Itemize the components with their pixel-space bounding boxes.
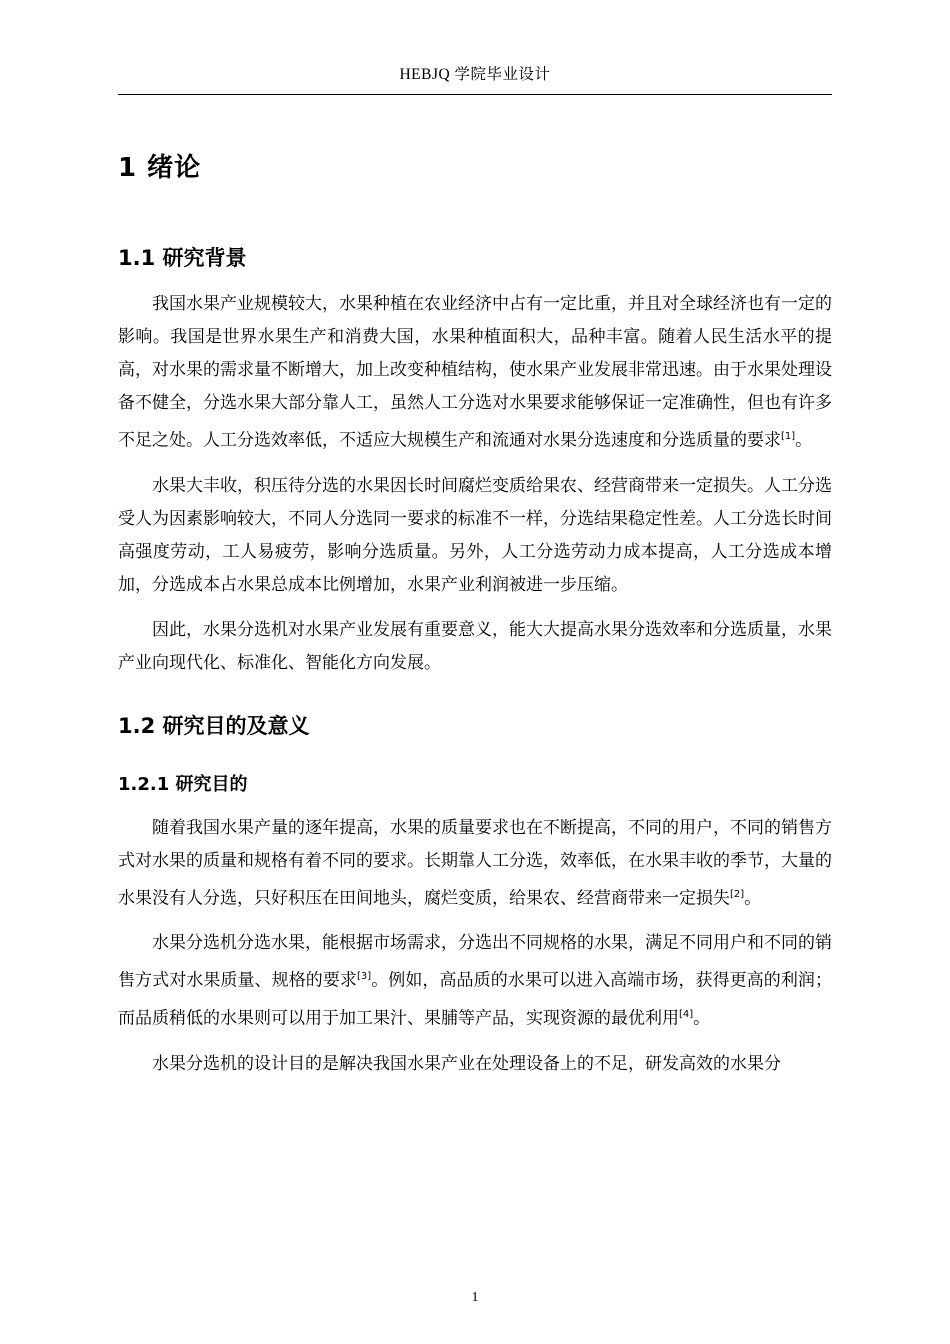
page-header — [118, 62, 832, 94]
document-content — [118, 147, 832, 1081]
subsection-heading-1-2-1: 1.2.1 研究目的 — [118, 773, 248, 795]
paragraph-text: 水果分选机分选水果，能根据市场需求，分选出不同规格的水果，满足不同用户和不同的销售方式对水果质量、规格的要求 — [118, 933, 832, 991]
paragraph-1-2-1-1 — [118, 812, 832, 916]
section-heading-1-1: 1.1 研究背景 — [118, 246, 247, 270]
section-heading-1-2: 1.2 研究目的及意义 — [118, 713, 310, 738]
paragraph-1-1-1 — [118, 288, 832, 458]
paragraph-tail: 。 — [744, 888, 762, 909]
paragraph-text-mid: 。例如，高品质的水果可以进入高端市场，获得更高的利润；而品质稍低的水果则可以用于加工果汁、果脯等产品，实现资源的最优利用 — [118, 970, 833, 1029]
paragraph-1-1-2: 水果大丰收，积压待分选的水果因长时间腐烂变质给果农、经营商带来一定损失。人工分选受人为因素影响较大，不同人分选同一要求的标准不一样，分选结果稳定性差。人工分选长时间高强度劳动，工人易疲劳，影响分选质量。另外，人工分选劳动力成本提高，人工分选成本增加，分选成本占水果总成本比例增加，水果产业利润被进一步压缩。 — [118, 475, 832, 595]
page-number: 1 — [471, 1290, 479, 1305]
citation-ref-3: [3] — [356, 971, 372, 983]
paragraph-1-1-3: 因此，水果分选机对水果产业发展有重要意义，能大大提高水果分选效率和分选质量，水果产业向现代化、标准化、智能化方向发展。 — [118, 619, 832, 673]
paragraph-text: 我国水果产业规模较大，水果种植在农业经济中占有一定比重，并且对全球经济也有一定的影响。我国是世界水果生产和消费大国，水果种植面积大，品种丰富。随着人民生活水平的提高，对水果的需求量不断增大，加上改变种植结构，使水果产业发展非常迅速。由于水果处理设备不健全，分选水果大部分靠人工，虽然人工分选对水果要求能够保证一定准确性，但也有许多不足之处。人工分选效率低，不适应大规模生产和流通对水果分选速度和分选质量的要求 — [118, 294, 832, 451]
paragraph-tail: 。 — [795, 430, 813, 451]
page-footer — [0, 1290, 950, 1306]
citation-ref-4: [4] — [679, 1008, 694, 1020]
header-divider — [118, 94, 832, 95]
citation-ref-1: [1] — [781, 431, 796, 442]
citation-ref-2: [2] — [730, 888, 745, 900]
paragraph-1-2-1-2 — [118, 927, 832, 1035]
paragraph-tail: 。 — [693, 1008, 711, 1029]
paragraph-1-2-1-3: 水果分选机的设计目的是解决我国水果产业在处理设备上的不足，研发高效的水果分 — [152, 1053, 781, 1074]
paragraph-text: 随着我国水果产量的逐年提高，水果的质量要求也在不断提高，不同的用户，不同的销售方式对水果的质量和规格有着不同的要求。长期靠人工分选，效率低，在水果丰收的季节，大量的水果没有人分选，只好积压在田间地头，腐烂变质，给果农、经营商带来一定损失 — [118, 817, 832, 909]
header-title: HEBJQ 学院毕业设计 — [399, 66, 551, 83]
chapter-title: 1 绪论 — [118, 153, 202, 183]
